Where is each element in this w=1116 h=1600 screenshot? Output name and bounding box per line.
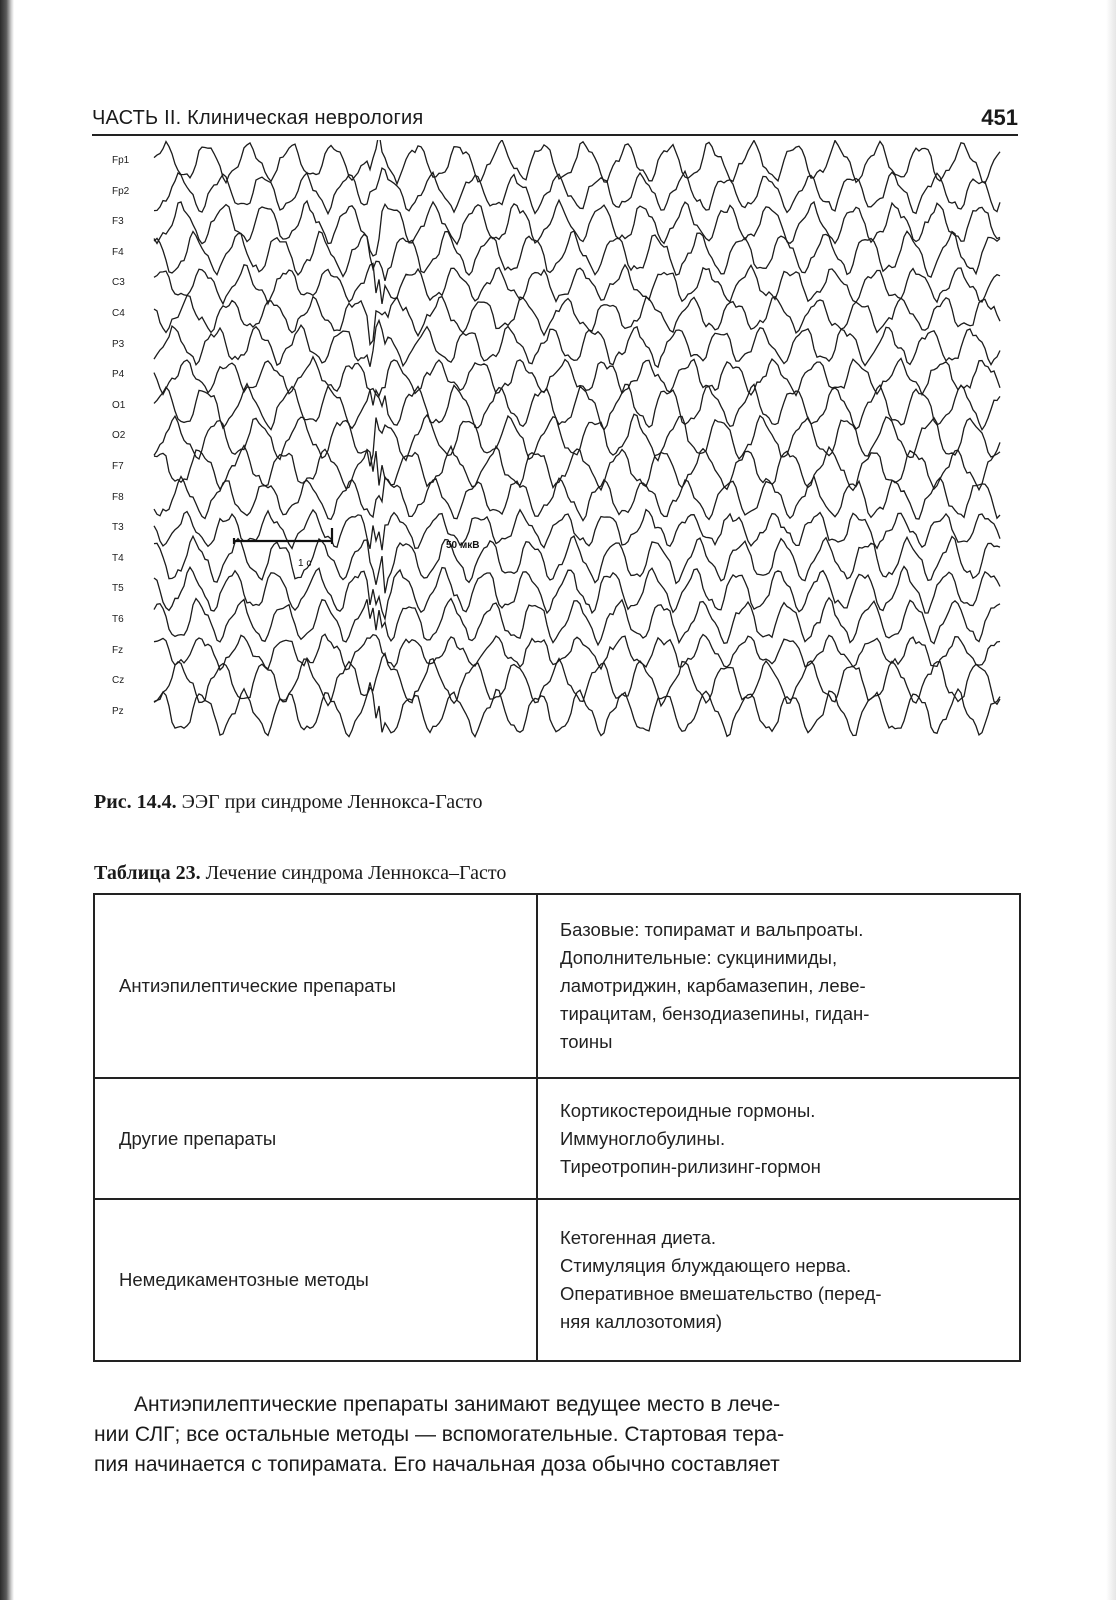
treatment-table (93, 893, 1021, 1362)
eeg-channel-label: F4 (112, 246, 124, 258)
cell-line: Базовые: топирамат и вальпроаты. (560, 919, 864, 940)
eeg-channel-label: C4 (112, 308, 125, 319)
figure-caption (94, 791, 483, 814)
page-number: 451 (981, 105, 1018, 130)
cell-line: тоины (560, 1031, 613, 1052)
part-title: ЧАСТЬ II. Клиническая неврология (92, 107, 424, 129)
eeg-channel-label: Fp2 (112, 185, 130, 197)
eeg-figure (112, 140, 1018, 756)
table-caption-label: Таблица 23. (94, 862, 201, 884)
cell-line: Иммуноглобулины. (560, 1127, 726, 1149)
eeg-trace-c3 (154, 263, 1000, 304)
eeg-trace-f7 (154, 446, 1000, 491)
table-cell-category: Немедикаментозные методы (94, 1199, 537, 1361)
eeg-channel-label: F3 (112, 216, 124, 228)
eeg-channel-label: T3 (112, 522, 124, 534)
figure-caption-text: ЭЭГ при синдроме Леннокса-Гасто (176, 791, 483, 813)
figure-caption-label: Рис. 14.4. (94, 791, 177, 813)
table-cell-category: Другие препараты (94, 1078, 537, 1199)
table-cell-details (537, 1078, 1020, 1199)
eeg-channel-label: C3 (112, 277, 125, 289)
eeg-channel-label: F7 (112, 461, 124, 472)
paragraph-line: нии СЛГ; все остальные методы — вспомогательные. Стартовая тера- (94, 1423, 785, 1446)
eeg-channel-label: O2 (112, 430, 126, 442)
table-caption-text: Лечение синдрома Леннокса–Гасто (200, 862, 507, 884)
eeg-channel-label: Fp1 (112, 155, 130, 166)
cell-line: Кортикостероидные гормоны. (560, 1099, 816, 1121)
eeg-trace-c4 (154, 296, 1000, 345)
eeg-traces (112, 140, 1018, 756)
eeg-trace-f4 (154, 231, 1000, 281)
paragraph-line: Антиэпилептические препараты занимают ведущее место в лече- (134, 1393, 781, 1416)
eeg-channel-label: Cz (112, 675, 125, 687)
eeg-trace-t4 (154, 536, 1000, 593)
book-spine-shadow (0, 0, 14, 1600)
table-cell-category: Антиэпилептические препараты (94, 894, 537, 1078)
page-edge-shadow (1106, 0, 1116, 1600)
cell-line: тирацитам, бензодиазепины, гидан- (560, 1003, 870, 1024)
eeg-trace-f3 (154, 200, 1000, 256)
eeg-trace-f8 (154, 476, 1000, 520)
eeg-channel-label: Fz (112, 644, 124, 656)
eeg-channel-label: T4 (112, 552, 124, 564)
eeg-channel-label: Pz (112, 705, 124, 717)
eeg-channel-label: P4 (112, 369, 125, 381)
eeg-trace-cz (154, 653, 1000, 706)
eeg-trace-o2 (154, 414, 1000, 466)
body-paragraph (94, 1390, 1022, 1480)
eeg-trace-pz (154, 682, 1000, 736)
table-row (94, 894, 1020, 1078)
time-scale-label: 1 с (298, 558, 312, 569)
cell-line: Дополнительные: сукцинимиды, (560, 947, 838, 968)
eeg-trace-o1 (154, 384, 1000, 430)
eeg-channel-label: F8 (112, 491, 124, 503)
cell-line: няя каллозотомия) (560, 1311, 723, 1332)
eeg-trace-fp2 (154, 168, 1000, 214)
eeg-trace-fp1 (154, 140, 1000, 184)
table-caption (94, 862, 506, 885)
table-cell-details (537, 1199, 1020, 1361)
eeg-channel-label: T6 (112, 614, 124, 625)
amplitude-scale-label: 50 мкВ (446, 540, 480, 551)
cell-line: Оперативное вмешательство (перед- (560, 1283, 882, 1304)
table-row (94, 1199, 1020, 1361)
eeg-trace-fz (154, 634, 1000, 670)
cell-line: Тиреотропин-рилизинг-гормон (560, 1155, 821, 1177)
cell-line: ламотриджин, карбамазепин, леве- (560, 975, 866, 996)
cell-line: Стимуляция блуждающего нерва. (560, 1255, 852, 1276)
table-row (94, 1078, 1020, 1199)
cell-line: Кетогенная диета. (560, 1227, 717, 1248)
eeg-channel-label: P3 (112, 338, 125, 350)
eeg-channel-label: T5 (112, 583, 124, 595)
eeg-trace-t5 (154, 567, 1000, 620)
paragraph-line: пия начинается с топирамата. Его начальная доза обычно составляет (94, 1453, 780, 1476)
eeg-channel-label: O1 (112, 399, 126, 411)
running-header (92, 102, 1018, 136)
eeg-trace-p3 (154, 320, 1000, 367)
table-cell-details (537, 894, 1020, 1078)
